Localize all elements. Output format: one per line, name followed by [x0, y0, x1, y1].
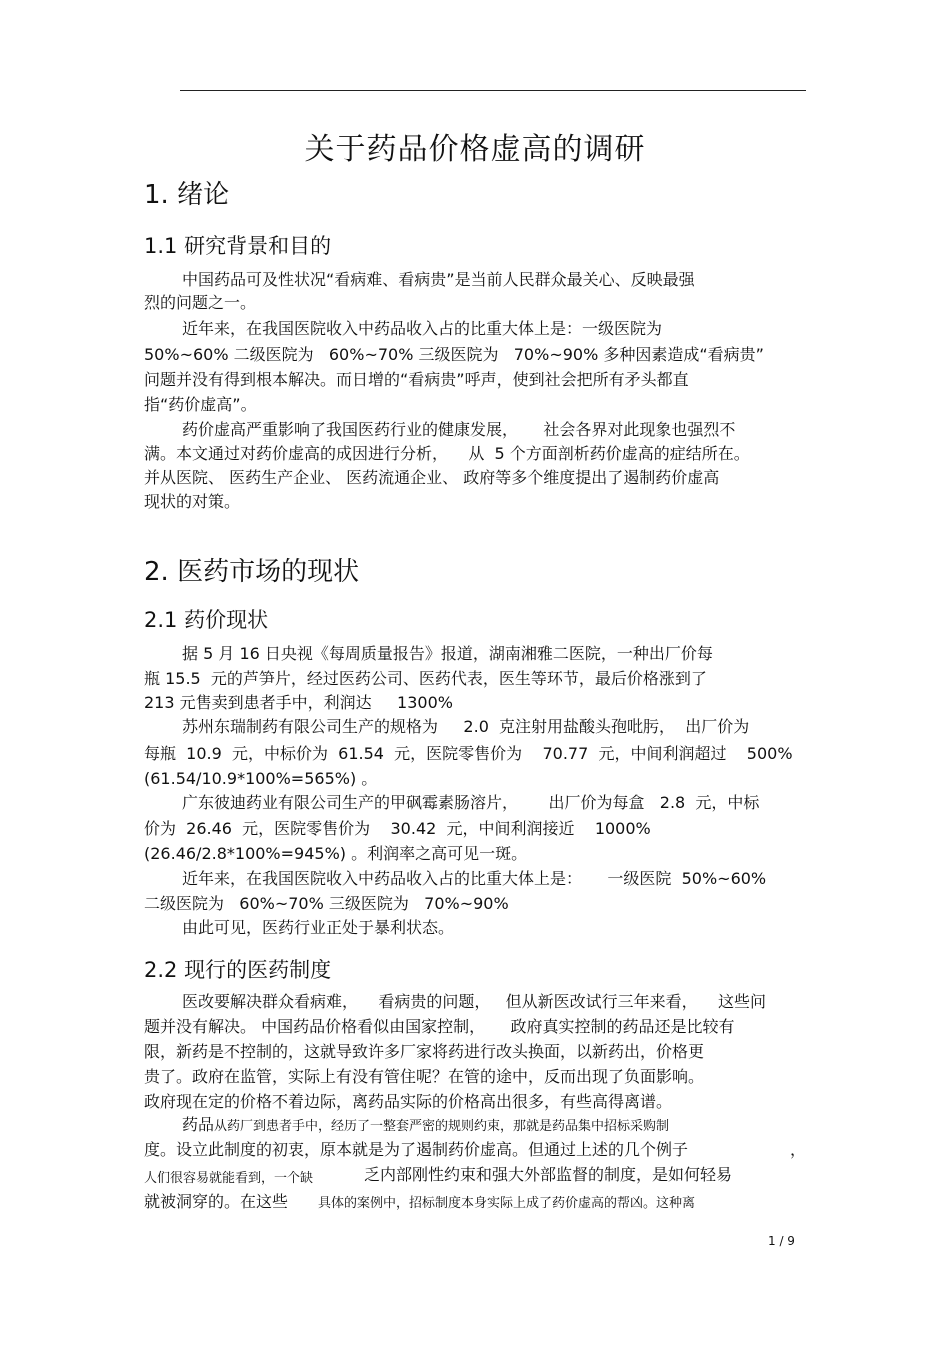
paragraph-line-mixed [144, 1191, 288, 1213]
text-run-small: 从药厂到患者手中，经历了一整套严密的规则约束，那就是药品集中招标采购制 [214, 1119, 670, 1134]
paragraph-line-mixed [182, 1114, 669, 1138]
text-run: 就被洞穿的。在这些 [144, 1192, 289, 1211]
paragraph-line: 政府现在定的价格不着边际，离药品实际的价格高出很多，有些高得离谱。 [144, 1092, 673, 1111]
paragraph-line: 据 5 月 16 日央视《每周质量报告》报道，湖南湘雅二医院，一种出厂价每 [182, 644, 713, 663]
paragraph-line: 近年来，在我国医院收入中药品收入占的比重大体上是： 一级医院 50%~60% [182, 869, 767, 888]
paragraph-line: 指“药价虚高”。 [144, 395, 257, 414]
paragraph-line: 每瓶 10.9 元，中标价为 61.54 元，医院零售价为 70.77 元，中间利润超过 500% [144, 744, 793, 763]
text-run: 乏内部刚性约束和强大外部监督的制度，是如何轻易 [364, 1165, 733, 1184]
paragraph-line: 中国药品可及性状况“看病难、看病贵”是当前人民群众最关心、反映最强 [182, 270, 695, 289]
text-run: 度。设立此制度的初衷，原本就是为了遏制药价虚高。但通过上述的几个例子 [144, 1140, 689, 1159]
heading-1: 1. 绪论 [144, 180, 230, 210]
paragraph-line: 问题并没有得到根本解决。而日增的“看病贵”呼声，使到社会把所有矛头都直 [144, 370, 689, 389]
paragraph-line: 限，新药是不控制的，这就导致许多厂家将药进行改头换面，以新药出，价格更 [144, 1042, 705, 1061]
paragraph-line: 二级医院为 60%~70% 三级医院为 70%~90% [144, 894, 509, 913]
paragraph-line: (26.46/2.8*100%=945%) 。利润率之高可见一斑。 [144, 844, 528, 863]
header-rule [180, 90, 806, 91]
text-run-small: 具体的案例中，招标制度本身实际上成了药价虚高的帮凶。这种离 [318, 1196, 696, 1211]
subheading-2-1: 2.1 药价现状 [144, 608, 269, 632]
paragraph-line: 价为 26.46 元，医院零售价为 30.42 元，中间利润接近 1000% [144, 819, 651, 838]
paragraph-line: 烈的问题之一。 [144, 293, 257, 312]
text-run-small: 人们很容易就能看到，一个缺 [144, 1171, 314, 1186]
paragraph-line: 213 元售卖到患者手中，利润达 1300% [144, 693, 453, 712]
paragraph-line: 并从医院、 医药生产企业、 医药流通企业、 政府等多个维度提出了遏制药价虚高 [144, 468, 720, 487]
paragraph-line [144, 1139, 688, 1161]
paragraph-line-mixed [144, 1166, 313, 1190]
document-title: 关于药品价格虚高的调研 [304, 132, 646, 167]
page-number: 1 / 9 [768, 1234, 795, 1248]
paragraph-line: 广东彼迪药业有限公司生产的甲砜霉素肠溶片， 出厂价为每盒 2.8 元，中标 [182, 793, 760, 812]
paragraph-line: 满。本文通过对药价虚高的成因进行分析， 从 5 个方面剖析药价虚高的症结所在。 [144, 444, 750, 463]
subheading-1-1: 1.1 研究背景和目的 [144, 234, 332, 258]
paragraph-line: 贵了。政府在监管，实际上有没有管住呢？在管的途中，反而出现了负面影响。 [144, 1067, 705, 1086]
paragraph-line: 苏州东瑞制药有限公司生产的规格为 2.0 克注射用盐酸头孢吡肟， 出厂价为 [182, 717, 750, 736]
paragraph-line: 现状的对策。 [144, 492, 241, 511]
stray-comma: ， [790, 1140, 807, 1159]
subheading-2-2: 2.2 现行的医药制度 [144, 958, 332, 982]
paragraph-line: 近年来，在我国医院收入中药品收入占的比重大体上是：一级医院为 [182, 319, 663, 338]
text-run: 药品 [182, 1115, 215, 1134]
paragraph-line: 由此可见，医药行业正处于暴利状态。 [182, 918, 455, 937]
paragraph-line: 医改要解决群众看病难， 看病贵的问题， 但从新医改试行三年来看， 这些问 [182, 992, 766, 1011]
paragraph-line: 50%~60% 二级医院为 60%~70% 三级医院为 70%~90% 多种因素造成“看病贵” [144, 345, 764, 364]
paragraph-line: (61.54/10.9*100%=565%) 。 [144, 769, 378, 788]
paragraph-line: 瓶 15.5 元的芦笋片，经过医药公司、医药代表，医生等环节，最后价格涨到了 [144, 669, 707, 688]
heading-2: 2. 医药市场的现状 [144, 557, 360, 587]
paragraph-line: 题并没有解决。 中国药品价格看似由国家控制， 政府真实控制的药品还是比较有 [144, 1017, 735, 1036]
paragraph-line: 药价虚高严重影响了我国医药行业的健康发展， 社会各界对此现象也强烈不 [182, 420, 736, 439]
paragraph-line-mixed [364, 1164, 732, 1186]
